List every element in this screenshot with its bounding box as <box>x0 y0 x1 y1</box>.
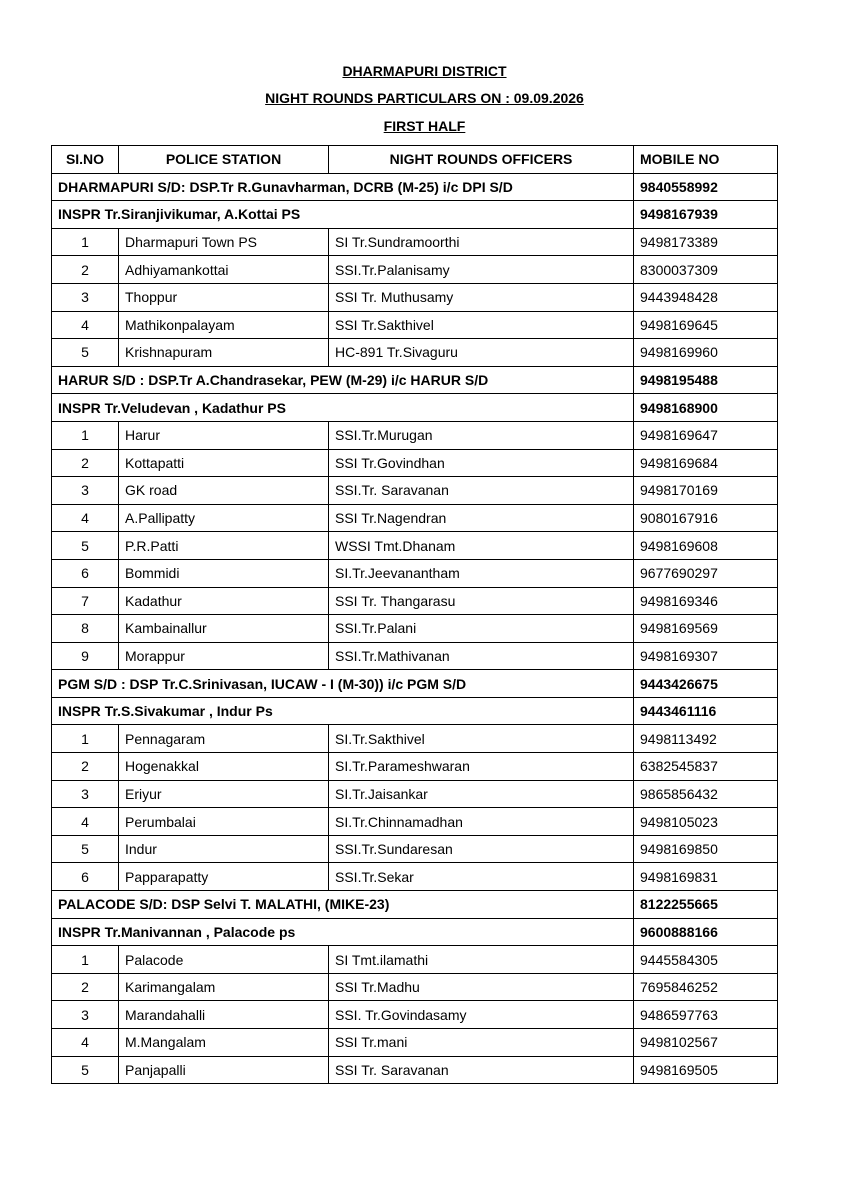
table-row <box>52 1056 778 1084</box>
cell-officer: SSI.Tr.Mathivanan <box>329 642 634 670</box>
table-row <box>52 311 778 339</box>
table-row <box>52 780 778 808</box>
cell-mobile: 9498169505 <box>634 1056 778 1084</box>
cell-slno: 6 <box>52 559 119 587</box>
cell-mobile: 9080167916 <box>634 504 778 532</box>
cell-station: Eriyur <box>119 780 329 808</box>
cell-slno: 7 <box>52 587 119 615</box>
cell-slno: 3 <box>52 283 119 311</box>
table-row <box>52 283 778 311</box>
cell-station: Morappur <box>119 642 329 670</box>
document-subtitle: NIGHT ROUNDS PARTICULARS ON : 09.09.2026 <box>265 90 584 106</box>
cell-mobile: 9498170169 <box>634 477 778 505</box>
cell-station: Adhiyamankottai <box>119 256 329 284</box>
cell-slno: 1 <box>52 946 119 974</box>
group-header-mobile: 9498195488 <box>634 366 778 394</box>
cell-mobile: 9498169307 <box>634 642 778 670</box>
cell-station: Hogenakkal <box>119 753 329 781</box>
cell-station: Papparapatty <box>119 863 329 891</box>
table-row <box>52 504 778 532</box>
group-header-text: INSPR Tr.Veludevan , Kadathur PS <box>52 394 634 422</box>
cell-station: Marandahalli <box>119 1001 329 1029</box>
cell-officer: SSI Tr.mani <box>329 1029 634 1057</box>
cell-mobile: 9498169608 <box>634 532 778 560</box>
cell-slno: 2 <box>52 753 119 781</box>
cell-mobile: 7695846252 <box>634 973 778 1001</box>
cell-slno: 1 <box>52 725 119 753</box>
group-header-mobile: 9498168900 <box>634 394 778 422</box>
cell-mobile: 9677690297 <box>634 559 778 587</box>
table-row <box>52 835 778 863</box>
table-row <box>52 559 778 587</box>
cell-station: Perumbalai <box>119 808 329 836</box>
cell-mobile: 9486597763 <box>634 1001 778 1029</box>
cell-slno: 6 <box>52 863 119 891</box>
group-header-text: INSPR Tr.Siranjivikumar, A.Kottai PS <box>52 201 634 229</box>
cell-station: Indur <box>119 835 329 863</box>
cell-station: Bommidi <box>119 559 329 587</box>
group-header-row <box>52 697 778 725</box>
cell-station: Dharmapuri Town PS <box>119 228 329 256</box>
group-header-text: HARUR S/D : DSP.Tr A.Chandrasekar, PEW (M-29) i/c HARUR S/D <box>52 366 634 394</box>
group-header-mobile: 9443426675 <box>634 670 778 698</box>
group-header-mobile: 9840558992 <box>634 173 778 201</box>
cell-officer: SSI. Tr.Govindasamy <box>329 1001 634 1029</box>
group-header-text: PALACODE S/D: DSP Selvi T. MALATHI, (MIKE-23) <box>52 891 634 919</box>
table-row <box>52 753 778 781</box>
cell-mobile: 9498169346 <box>634 587 778 615</box>
cell-station: Karimangalam <box>119 973 329 1001</box>
group-header-mobile: 8122255665 <box>634 891 778 919</box>
cell-station: Panjapalli <box>119 1056 329 1084</box>
cell-station: Palacode <box>119 946 329 974</box>
cell-officer: HC-891 Tr.Sivaguru <box>329 339 634 367</box>
cell-slno: 4 <box>52 311 119 339</box>
cell-slno: 2 <box>52 973 119 1001</box>
table-row <box>52 946 778 974</box>
table-row <box>52 228 778 256</box>
cell-station: Mathikonpalayam <box>119 311 329 339</box>
cell-officer: SI.Tr.Parameshwaran <box>329 753 634 781</box>
cell-station: GK road <box>119 477 329 505</box>
table-row <box>52 725 778 753</box>
cell-slno: 4 <box>52 808 119 836</box>
cell-slno: 3 <box>52 780 119 808</box>
group-header-row <box>52 201 778 229</box>
group-header-text: DHARMAPURI S/D: DSP.Tr R.Gunavharman, DCRB (M-25) i/c DPI S/D <box>52 173 634 201</box>
cell-officer: SSI Tr. Saravanan <box>329 1056 634 1084</box>
group-header-row <box>52 173 778 201</box>
cell-station: P.R.Patti <box>119 532 329 560</box>
cell-officer: SSI Tr.Sakthivel <box>329 311 634 339</box>
group-header-mobile: 9600888166 <box>634 918 778 946</box>
table-row <box>52 615 778 643</box>
group-header-row <box>52 918 778 946</box>
group-header-row <box>52 366 778 394</box>
cell-mobile: 9498169684 <box>634 449 778 477</box>
column-header-station: POLICE STATION <box>119 146 329 174</box>
cell-slno: 2 <box>52 256 119 284</box>
cell-mobile: 9498169645 <box>634 311 778 339</box>
cell-officer: SSI.Tr.Sekar <box>329 863 634 891</box>
table-row <box>52 449 778 477</box>
document-title: DHARMAPURI DISTRICT <box>342 63 507 79</box>
cell-station: Krishnapuram <box>119 339 329 367</box>
cell-station: Thoppur <box>119 283 329 311</box>
cell-officer: WSSI Tmt.Dhanam <box>329 532 634 560</box>
table-body <box>52 173 778 1084</box>
table-row <box>52 256 778 284</box>
cell-station: Pennagaram <box>119 725 329 753</box>
cell-mobile: 9498169647 <box>634 421 778 449</box>
cell-mobile: 9498169569 <box>634 615 778 643</box>
cell-slno: 5 <box>52 532 119 560</box>
cell-officer: SSI.Tr.Palani <box>329 615 634 643</box>
cell-station: Kottapatti <box>119 449 329 477</box>
cell-officer: SSI.Tr.Murugan <box>329 421 634 449</box>
cell-slno: 5 <box>52 339 119 367</box>
cell-mobile: 9498105023 <box>634 808 778 836</box>
cell-mobile: 9865856432 <box>634 780 778 808</box>
cell-slno: 5 <box>52 1056 119 1084</box>
table-row <box>52 642 778 670</box>
cell-mobile: 9498102567 <box>634 1029 778 1057</box>
cell-officer: SI Tr.Sundramoorthi <box>329 228 634 256</box>
table-row <box>52 1029 778 1057</box>
cell-mobile: 6382545837 <box>634 753 778 781</box>
cell-mobile: 9498169960 <box>634 339 778 367</box>
cell-mobile: 9498113492 <box>634 725 778 753</box>
cell-station: M.Mangalam <box>119 1029 329 1057</box>
cell-slno: 8 <box>52 615 119 643</box>
table-header-row <box>52 146 778 174</box>
table-row <box>52 532 778 560</box>
table-row <box>52 421 778 449</box>
cell-officer: SSI.Tr. Saravanan <box>329 477 634 505</box>
table-row <box>52 808 778 836</box>
cell-officer: SSI Tr.Govindhan <box>329 449 634 477</box>
cell-officer: SI.Tr.Jeevanantham <box>329 559 634 587</box>
column-header-officers: NIGHT ROUNDS OFFICERS <box>329 146 634 174</box>
group-header-row <box>52 891 778 919</box>
night-rounds-table <box>51 145 778 1084</box>
cell-slno: 3 <box>52 477 119 505</box>
table-row <box>52 1001 778 1029</box>
cell-slno: 4 <box>52 1029 119 1057</box>
cell-officer: SSI.Tr.Sundaresan <box>329 835 634 863</box>
table-row <box>52 477 778 505</box>
cell-mobile: 9498169831 <box>634 863 778 891</box>
group-header-row <box>52 394 778 422</box>
cell-slno: 1 <box>52 421 119 449</box>
table-row <box>52 973 778 1001</box>
cell-station: Harur <box>119 421 329 449</box>
group-header-mobile: 9443461116 <box>634 697 778 725</box>
cell-station: Kadathur <box>119 587 329 615</box>
cell-mobile: 9445584305 <box>634 946 778 974</box>
cell-slno: 5 <box>52 835 119 863</box>
cell-officer: SI.Tr.Chinnamadhan <box>329 808 634 836</box>
column-header-mobile: MOBILE NO <box>634 146 778 174</box>
cell-officer: SSI Tr.Nagendran <box>329 504 634 532</box>
group-header-text: PGM S/D : DSP Tr.C.Srinivasan, IUCAW - I (M-30)) i/c PGM S/D <box>52 670 634 698</box>
group-header-text: INSPR Tr.S.Sivakumar , Indur Ps <box>52 697 634 725</box>
cell-slno: 3 <box>52 1001 119 1029</box>
column-header-slno: SI.NO <box>52 146 119 174</box>
table-row <box>52 863 778 891</box>
group-header-mobile: 9498167939 <box>634 201 778 229</box>
cell-station: A.Pallipatty <box>119 504 329 532</box>
cell-slno: 2 <box>52 449 119 477</box>
cell-slno: 9 <box>52 642 119 670</box>
cell-mobile: 9498169850 <box>634 835 778 863</box>
cell-officer: SI.Tr.Jaisankar <box>329 780 634 808</box>
cell-mobile: 9498173389 <box>634 228 778 256</box>
cell-station: Kambainallur <box>119 615 329 643</box>
group-header-text: INSPR Tr.Manivannan , Palacode ps <box>52 918 634 946</box>
group-header-row <box>52 670 778 698</box>
cell-officer: SSI.Tr.Palanisamy <box>329 256 634 284</box>
cell-officer: SSI Tr.Madhu <box>329 973 634 1001</box>
cell-officer: SSI Tr. Thangarasu <box>329 587 634 615</box>
cell-officer: SSI Tr. Muthusamy <box>329 283 634 311</box>
cell-slno: 1 <box>52 228 119 256</box>
cell-mobile: 8300037309 <box>634 256 778 284</box>
document-section: FIRST HALF <box>383 118 466 134</box>
cell-slno: 4 <box>52 504 119 532</box>
cell-mobile: 9443948428 <box>634 283 778 311</box>
table-row <box>52 339 778 367</box>
cell-officer: SI.Tr.Sakthivel <box>329 725 634 753</box>
cell-officer: SI Tmt.ilamathi <box>329 946 634 974</box>
table-row <box>52 587 778 615</box>
